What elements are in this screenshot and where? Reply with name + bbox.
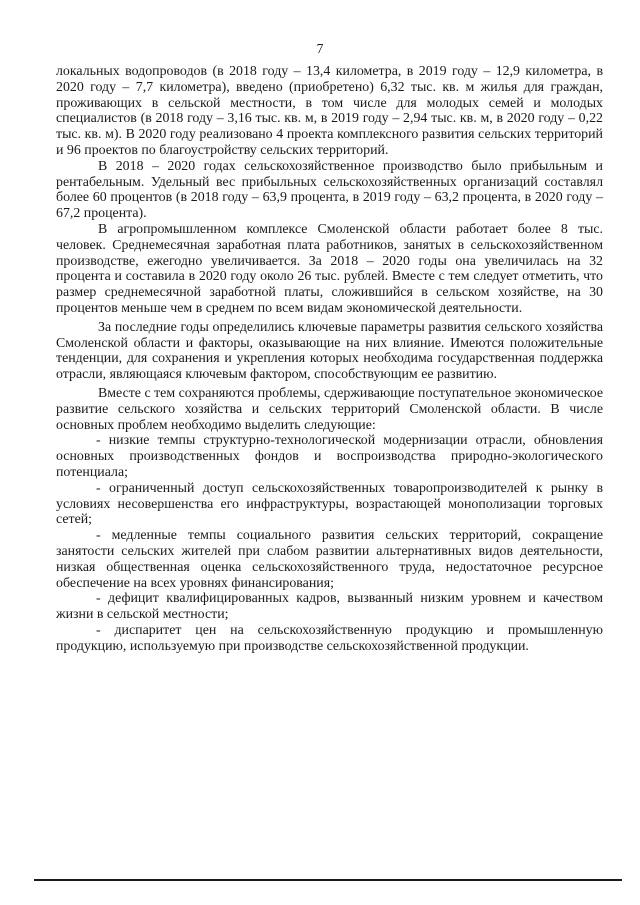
list-item-modernization: - низкие темпы структурно-технологической модернизации отрасли, обновления основных производственных фондов и воспроизводства природно-экологического потенциала;	[56, 433, 603, 480]
paragraph-housing-water: локальных водопроводов (в 2018 году – 13,4 километра, в 2019 году – 12,9 километра, в 2020 году – 7,7 километра), введено (приобретено) 6,32 тыс. кв. м жилья для граждан, проживающих в сельской местности, в том числе для молодых семей и молодых специалистов (в 2018 году – 3,16 тыс. кв. м, в 2019 году – 2,94 тыс. кв. м, в 2020 году – 0,22 тыс. кв. м). В 2020 году реализовано 4 проекта комплексного развития сельских территорий и 96 проектов по благоустройству сельских территорий.	[56, 64, 603, 158]
list-item-social-development: - медленные темпы социального развития сельских территорий, сокращение занятости сельских жителей при слабом развитии альтернативных видов деятельности, низкая общественная оценка сельскохозяйственного труда, недостаточное ресурсное обеспечение на всех уровнях финансирования;	[56, 528, 603, 591]
paragraph-key-parameters: За последние годы определились ключевые параметры развития сельского хозяйства Смоленской области и факторы, оказывающие на них влияние. Имеются положительные тенденции, для сохранения и укрепления которых необходима государственная поддержка отрасли, являющаяся ключевым фактором, способствующим ее развитию.	[56, 319, 603, 383]
list-item-market-access: - ограниченный доступ сельскохозяйственных товаропроизводителей к рынку в условиях несовершенства его инфраструктуры, возрастающей монополизации торговых сетей;	[56, 480, 603, 528]
list-item-price-disparity: - диспаритет цен на сельскохозяйственную продукцию и промышленную продукцию, используемую при производстве сельскохозяйственной продукции.	[56, 622, 603, 654]
page-number: 7	[316, 41, 324, 56]
document-body	[56, 64, 603, 654]
list-item-staff-shortage: - дефицит квалифицированных кадров, вызванный низким уровнем и качеством жизни в сельской местности;	[56, 591, 603, 623]
paragraph-profitability: В 2018 – 2020 годах сельскохозяйственное производство было прибыльным и рентабельным. Удельный вес прибыльных сельскохозяйственных организаций составлял более 60 процентов (в 2018 году – 63,9 процента, в 2019 году – 63,2 процента, в 2020 году – 67,2 процента).	[56, 158, 603, 222]
bottom-divider	[34, 879, 622, 881]
paragraph-employment-wages: В агропромышленном комплексе Смоленской области работает более 8 тыс. человек. Среднемесячная заработная плата работников, занятых в сельскохозяйственном производстве, ежегодно увеличивается. За 2018 – 2020 годы она увеличилась на 32 процента и составила в 2020 году около 26 тыс. рублей. Вместе с тем следует отметить, что размер среднемесячной заработной платы, сложившийся в сельском хозяйстве, на 30 процентов меньше чем в среднем по всем видам экономической деятельности.	[56, 221, 603, 316]
paragraph-problems-intro: Вместе с тем сохраняются проблемы, сдерживающие поступательное экономическое развитие сельского хозяйства и сельских территорий Смоленской области. В числе основных проблем необходимо выделить следующие:	[56, 385, 603, 433]
